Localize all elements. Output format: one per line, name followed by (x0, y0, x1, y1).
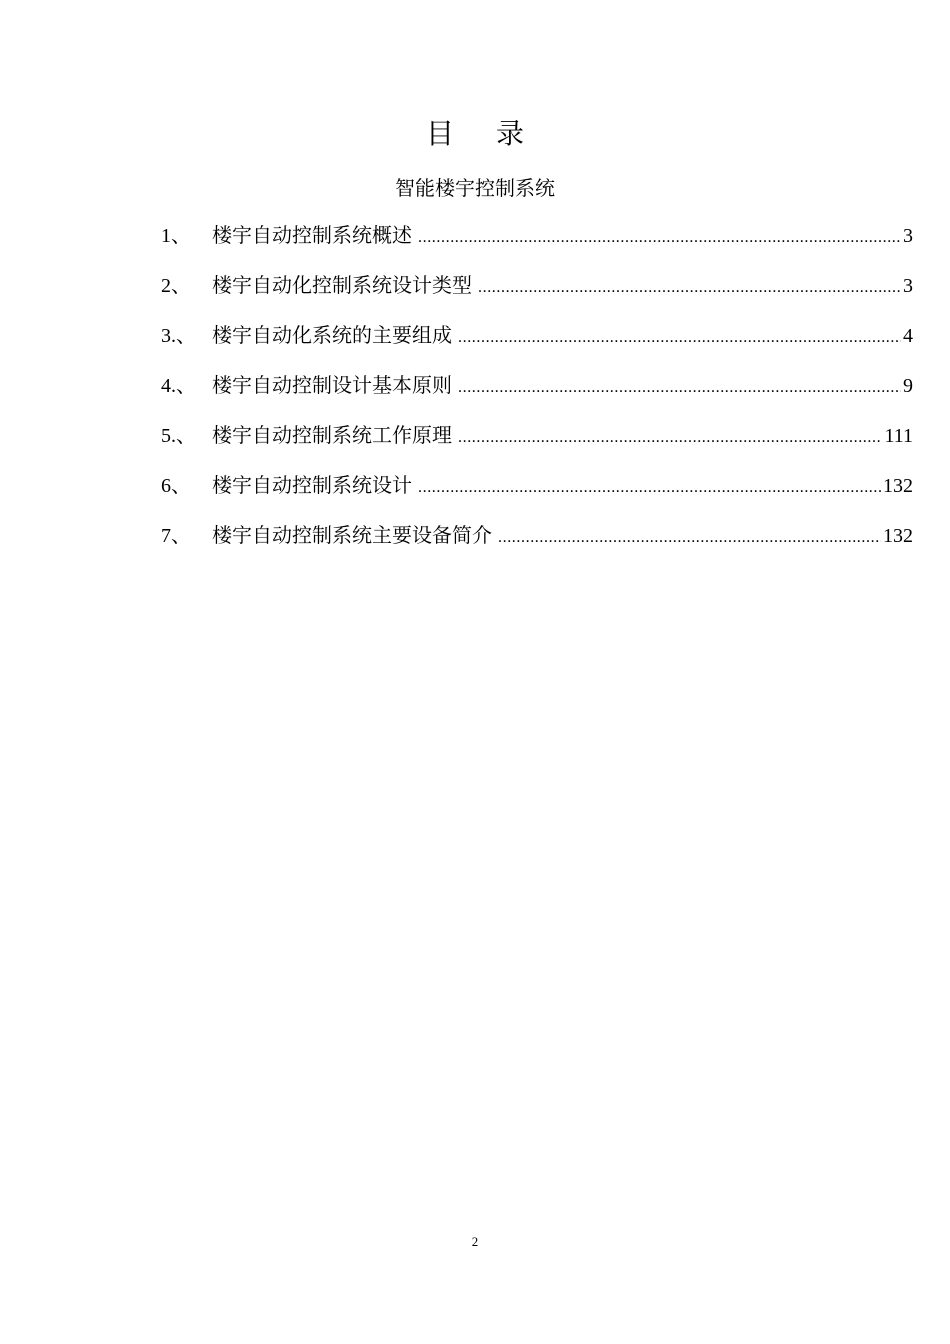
section-heading: 智能楼宇控制系统 (395, 178, 555, 200)
toc-entry-title: 楼宇自动化控制系统设计类型 (212, 275, 472, 297)
toc-entry-title: 楼宇自动化系统的主要组成 (212, 325, 452, 347)
toc-entry-5[interactable] (161, 418, 913, 468)
toc-entry-title: 楼宇自动控制设计基本原则 (212, 375, 452, 397)
toc-entry-2[interactable] (161, 268, 913, 318)
toc-entry-title: 楼宇自动控制系统概述 (212, 225, 412, 247)
toc-entry-page: 3 (903, 225, 913, 247)
toc-entry-number: 5.、 (161, 425, 196, 447)
toc-entry-page: 132 (883, 525, 913, 547)
toc-entry-number: 1、 (161, 225, 191, 247)
toc-entry-page: 4 (903, 325, 913, 347)
toc-dot-leader (418, 470, 881, 506)
toc-entry-3[interactable] (161, 318, 913, 368)
toc-entry-page: 3 (903, 275, 913, 297)
toc-dot-leader (498, 520, 881, 556)
toc-entry-page: 132 (883, 475, 913, 497)
page-title: 目 录 (425, 119, 524, 150)
toc-entry-page: 9 (903, 375, 913, 397)
toc-entry-6[interactable] (161, 468, 913, 518)
toc-entry-7[interactable] (161, 518, 913, 568)
toc-dot-leader (458, 320, 901, 356)
toc-entry-4[interactable] (161, 368, 913, 418)
toc-entry-number: 2、 (161, 275, 191, 297)
toc-entry-title: 楼宇自动控制系统主要设备简介 (212, 525, 492, 547)
toc-dot-leader (418, 220, 901, 256)
toc-entry-number: 3.、 (161, 325, 196, 347)
toc-entry-title: 楼宇自动控制系统设计 (212, 475, 412, 497)
page-number: 2 (471, 1234, 479, 1249)
toc-entry-page: 111 (884, 425, 913, 447)
toc-dot-leader (478, 270, 901, 306)
toc-dot-leader (458, 420, 882, 456)
toc-dot-leader (458, 370, 901, 406)
toc-entry-number: 4.、 (161, 375, 196, 397)
toc-entry-1[interactable] (161, 218, 913, 268)
toc-entry-title: 楼宇自动控制系统工作原理 (212, 425, 452, 447)
table-of-contents (161, 218, 913, 568)
toc-entry-number: 7、 (161, 525, 191, 547)
toc-entry-number: 6、 (161, 475, 191, 497)
